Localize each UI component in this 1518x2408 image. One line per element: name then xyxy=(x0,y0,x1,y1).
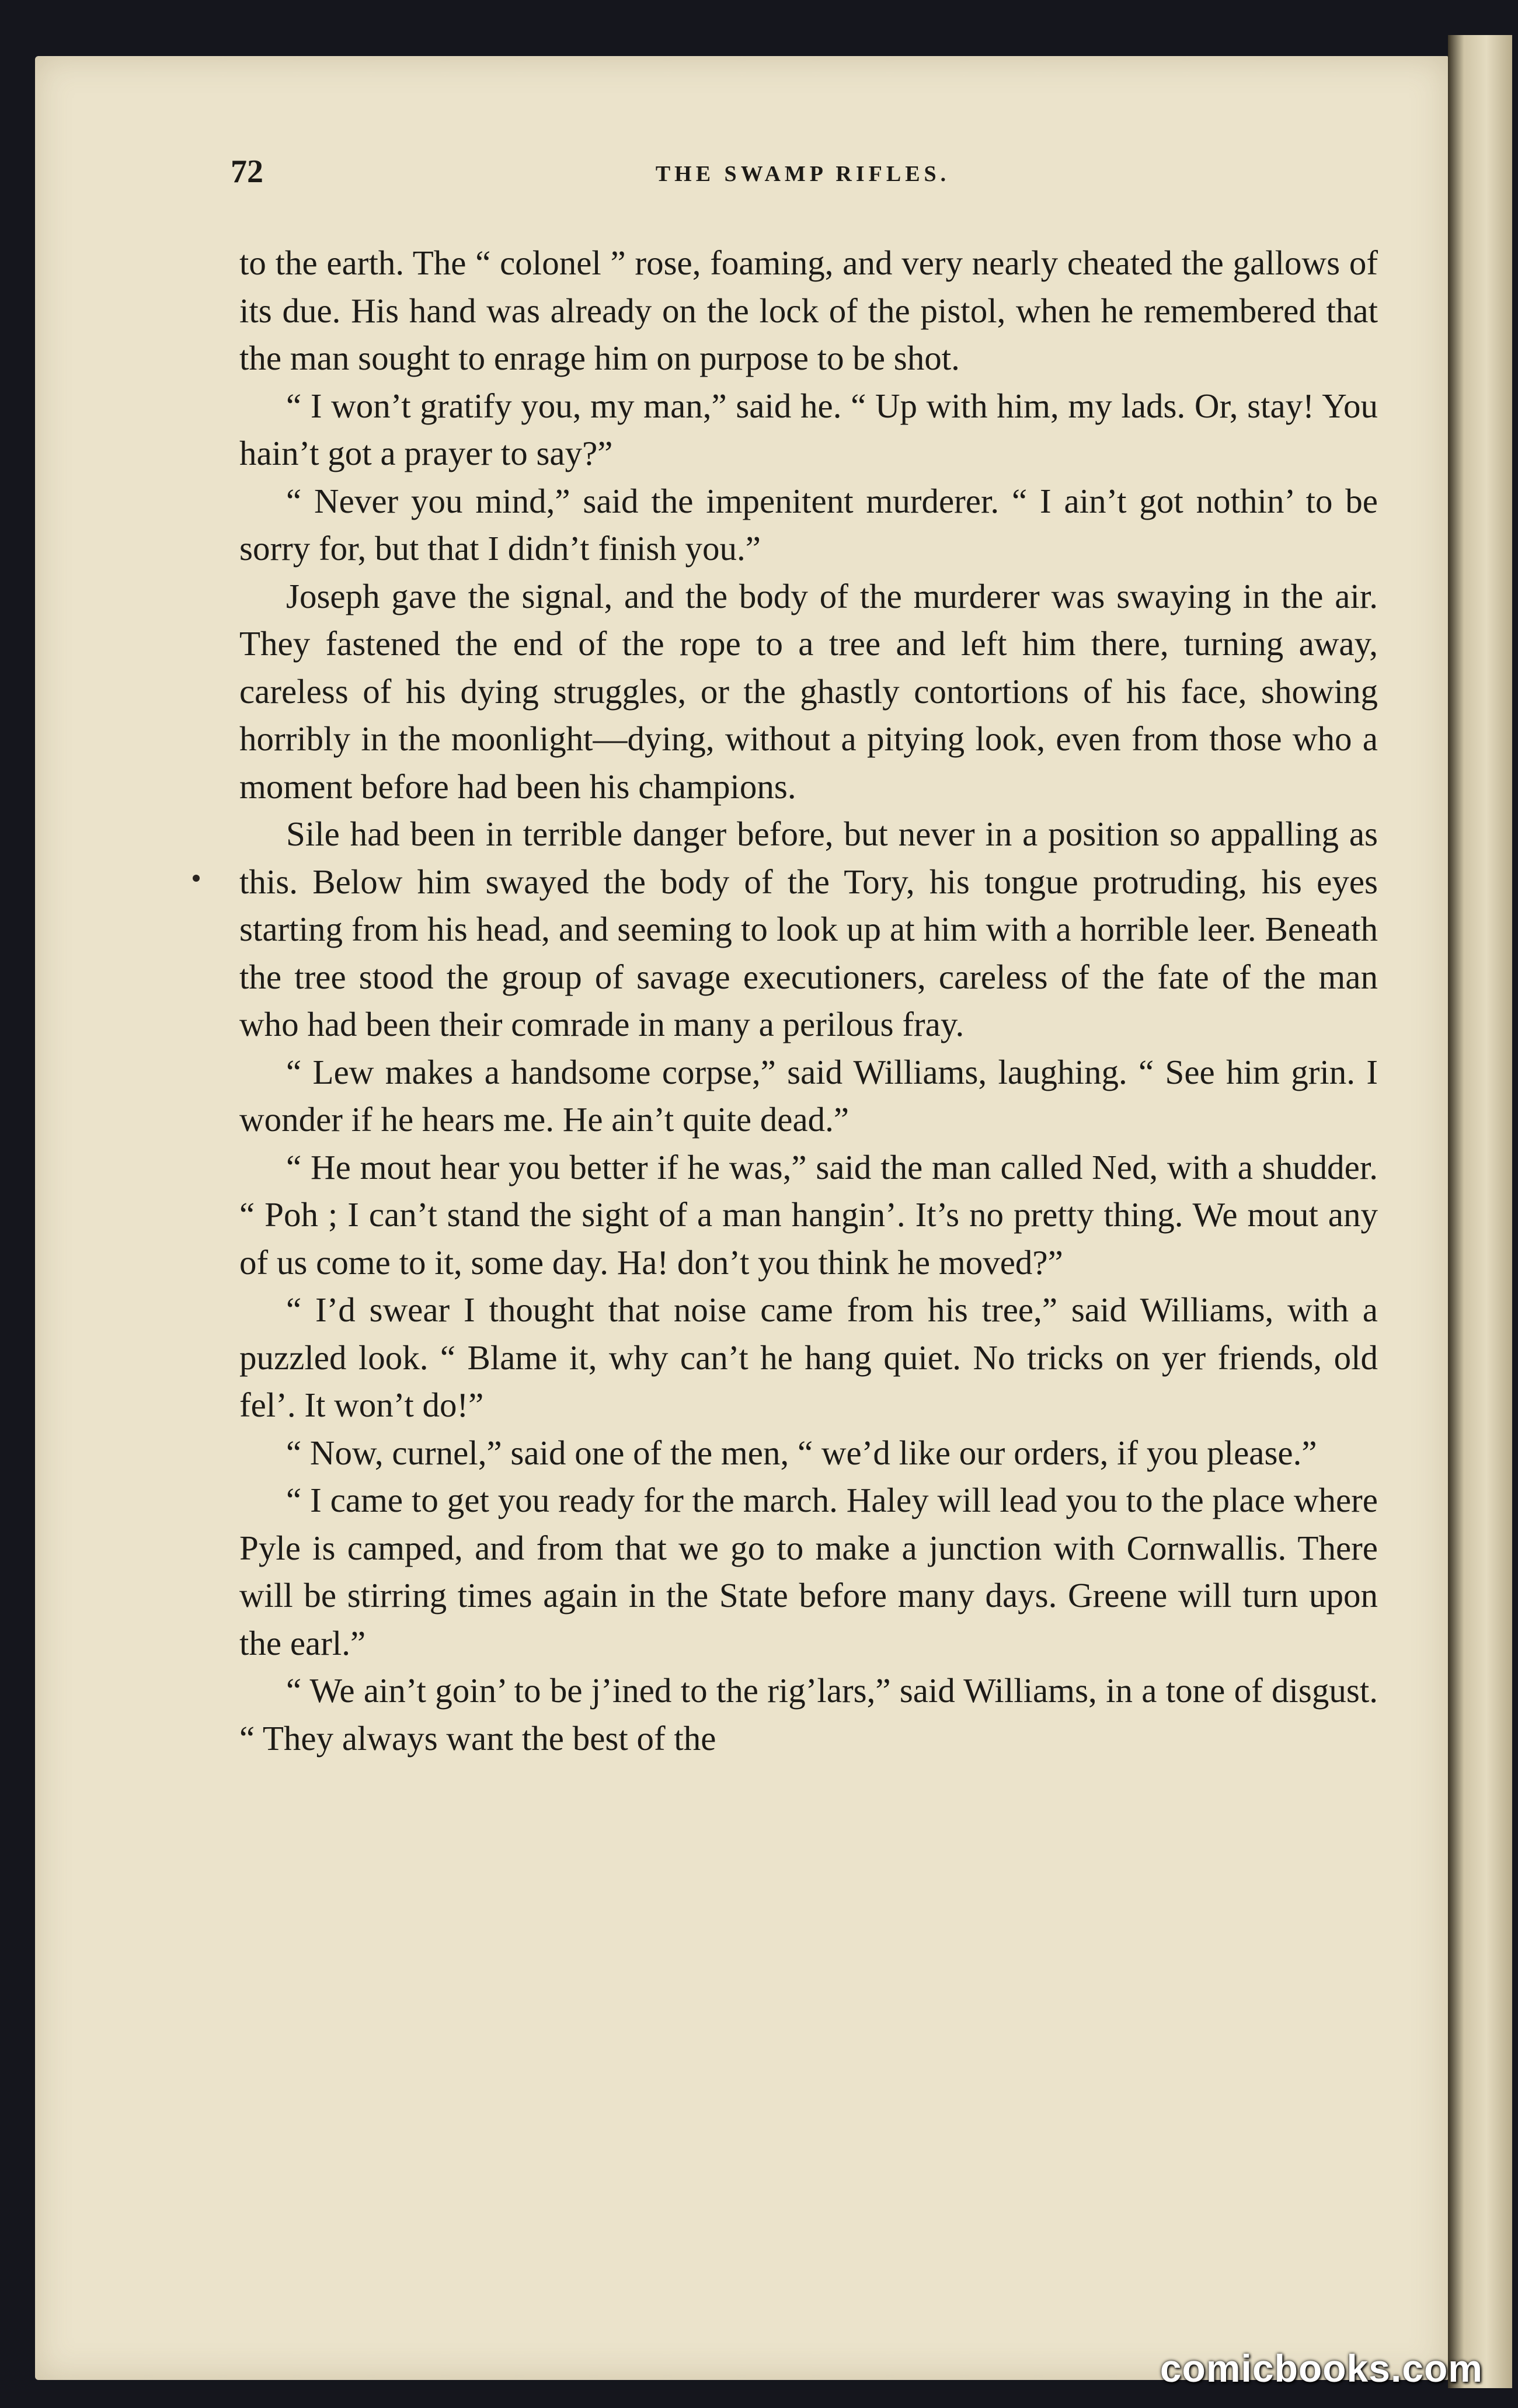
site-watermark: comicbooks.com xyxy=(1160,2347,1483,2390)
book-spine-edge xyxy=(1448,35,1512,2388)
paragraph: “ Now, curnel,” said one of the men, “ we’d like our orders, if you please.” xyxy=(286,1433,1317,1472)
page-header xyxy=(231,153,1375,200)
body-text xyxy=(239,239,1378,1762)
paragraph: “ I’d swear I thought that noise came from his tree,” said Williams, with a puzzled look. “ Blame it, why can’t he hang quiet. No tricks on yer friends, old fel’. It won’t do!” xyxy=(239,1290,1378,1424)
paragraph: “ Never you mind,” said the impenitent murderer. “ I ain’t got nothin’ to be sorry for, but that I didn’t finish you.” xyxy=(239,481,1378,568)
paragraph: “ We ain’t goin’ to be j’ined to the rig’lars,” said Williams, in a tone of disgust. “ They always want the best of the xyxy=(239,1671,1378,1758)
paragraph: to the earth. The “ colonel ” rose, foaming, and very nearly cheated the gallows of its due. His hand was already on the lock of the pistol, when he remembered that the man sought to enrage him on purpose to be shot. xyxy=(239,243,1378,377)
paragraph: Joseph gave the signal, and the body of the murderer was swaying in the air. They fastened the end of the rope to a tree and left him there, turning away, careless of his dying struggles, or the ghastly contortions of his face, showing horribly in the moonlight—dying, without a pitying look, even from those who a moment before had been his champions. xyxy=(239,576,1378,806)
paragraph: “ He mout hear you better if he was,” said the man called Ned, with a shudder. “ Poh ; I can’t stand the sight of a man hangin’. It’s no pretty thing. We mout any of us come to it, some day. Ha! don’t you think he moved?” xyxy=(239,1147,1378,1282)
paragraph: “ I won’t gratify you, my man,” said he. “ Up with him, my lads. Or, stay! You hain’t got a prayer to say?” xyxy=(239,386,1378,472)
running-head: THE SWAMP RIFLES. xyxy=(655,162,951,186)
paragraph: Sile had been in terrible danger before, but never in a position so appalling as this. Below him swayed the body of the Tory, his tongue protruding, his eyes starting from his head, and seeming to look up at him with a horrible leer. Beneath the tree stood the group of savage executioners, careless of the fate of the man who had been their comrade in many a perilous fray. xyxy=(239,815,1378,1043)
paragraph: “ I came to get you ready for the march. Haley will lead you to the place where Pyle is camped, and from that we go to make a junction with Cornwallis. There will be stirring times again in the State before many days. Greene will turn upon the earl.” xyxy=(239,1481,1378,1662)
page-number: 72 xyxy=(231,154,263,190)
paragraph: “ Lew makes a handsome corpse,” said Williams, laughing. “ See him grin. I wonder if he hears me. He ain’t quite dead.” xyxy=(239,1052,1378,1139)
ink-speck xyxy=(193,875,200,882)
